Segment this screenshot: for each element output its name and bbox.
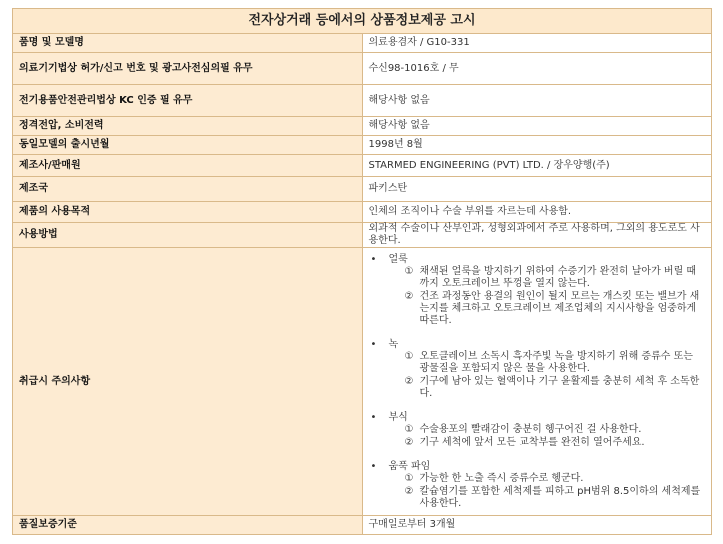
caution-content [362,248,712,516]
item-text: 오토클레이브 소독시 흑자주빛 녹을 방지하기 위해 증류수 또는 광물질을 포함되지 않은 물을 사용한다. [419,351,693,374]
caution-row [13,248,712,516]
caution-group-title: 움푹 파임 [388,461,431,472]
item-text: 수술용포의 빨래감이 충분히 헹구어진 걸 사용한다. [419,424,642,435]
list-item [405,376,704,400]
table-row [13,177,712,202]
item-number: ① [404,424,414,435]
row-label: 의료기기법상 허가/신고 번호 및 광고사전심의필 유무 [13,53,363,85]
list-item [405,437,704,449]
row-label: 정격전압, 소비전력 [13,117,363,136]
row-label: 제조국 [13,177,363,202]
item-number: ① [404,266,414,277]
table-row [13,202,712,223]
list-item [405,473,704,485]
table-row [13,117,712,136]
row-value: 해당사항 없음 [362,117,712,136]
item-number: ① [404,351,414,362]
row-label: 제품의 사용목적 [13,202,363,223]
row-value: 의료용겸자 / G10-331 [362,34,712,53]
item-number: ② [404,376,414,387]
caution-group-title: 녹 [388,339,399,350]
item-text: 채색된 얼룩을 방지하기 위하여 수증기가 완전히 날아가 버릴 때까지 오토크레이브 뚜껑을 열지 않는다. [419,266,697,289]
list-item [405,351,704,375]
row-label: 동일모델의 출시년월 [13,136,363,155]
item-number: ② [404,486,414,497]
row-label: 품명 및 모델명 [13,34,363,53]
bullet-icon: • [370,461,377,472]
row-value: 인체의 조직이나 수술 부위를 자르는데 사용함. [362,202,712,223]
table-row [13,34,712,53]
row-value: 해당사항 없음 [362,85,712,117]
list-item [405,424,704,436]
bullet-icon: • [370,254,377,265]
item-text: 기구 세척에 앞서 모든 교착부를 완전히 열어주세요. [419,437,645,448]
row-label: 품질보증기준 [13,516,363,535]
list-item [405,291,704,327]
row-value: STARMED ENGINEERING (PVT) LTD. / 장우양행(주) [362,155,712,177]
caution-group-title: 얼룩 [388,254,408,265]
caution-group-title: 부식 [388,412,408,423]
caution-group-rust [371,339,704,400]
row-value: 1998년 8월 [362,136,712,155]
table-row [13,516,712,535]
caution-group-stains [371,254,704,327]
notice-title: 전자상거래 등에서의 상품정보제공 고시 [13,9,712,34]
table-row [13,136,712,155]
product-info-table [12,8,712,535]
item-text: 가능한 한 노출 즉시 증류수로 헹군다. [419,473,584,484]
row-label: 사용방법 [13,223,363,248]
product-info-notice [12,8,712,535]
row-value: 구매일로부터 3개월 [362,516,712,535]
table-row [13,155,712,177]
item-number: ② [404,437,414,448]
table-row [13,53,712,85]
item-text: 칼슘염기를 포함한 세척제를 피하고 pH범위 8.5이하의 세척제를 사용한다. [419,486,701,509]
row-value: 수신98-1016호 / 무 [362,53,712,85]
row-value: 외과적 수술이나 산부인과, 성형외과에서 주로 사용하며, 그외의 용도로도 사용한다. [362,223,712,248]
bullet-icon: • [370,339,377,350]
list-item [405,486,704,510]
caution-group-pitting [371,461,704,510]
list-item [405,266,704,290]
item-number: ② [404,291,414,302]
table-row [13,85,712,117]
title-row [13,9,712,34]
table-row [13,223,712,248]
item-number: ① [404,473,414,484]
row-label: 전기용품안전관리법상 KC 인증 필 유무 [13,85,363,117]
bullet-icon: • [370,412,377,423]
item-text: 건조 과정동안 용결의 원인이 될지 모르는 개스킷 또는 밸브가 새는지를 체크하고 오토크레이브 제조업체의 지시사항을 엄중하게 따른다. [419,291,700,326]
caution-group-corrosion [371,412,704,449]
item-text: 기구에 남아 있는 혈액이나 기구 윤활제를 충분히 세척 후 소독한다. [419,376,700,399]
row-label: 제조사/판매원 [13,155,363,177]
caution-label: 취급시 주의사항 [13,248,363,516]
row-value: 파키스탄 [362,177,712,202]
